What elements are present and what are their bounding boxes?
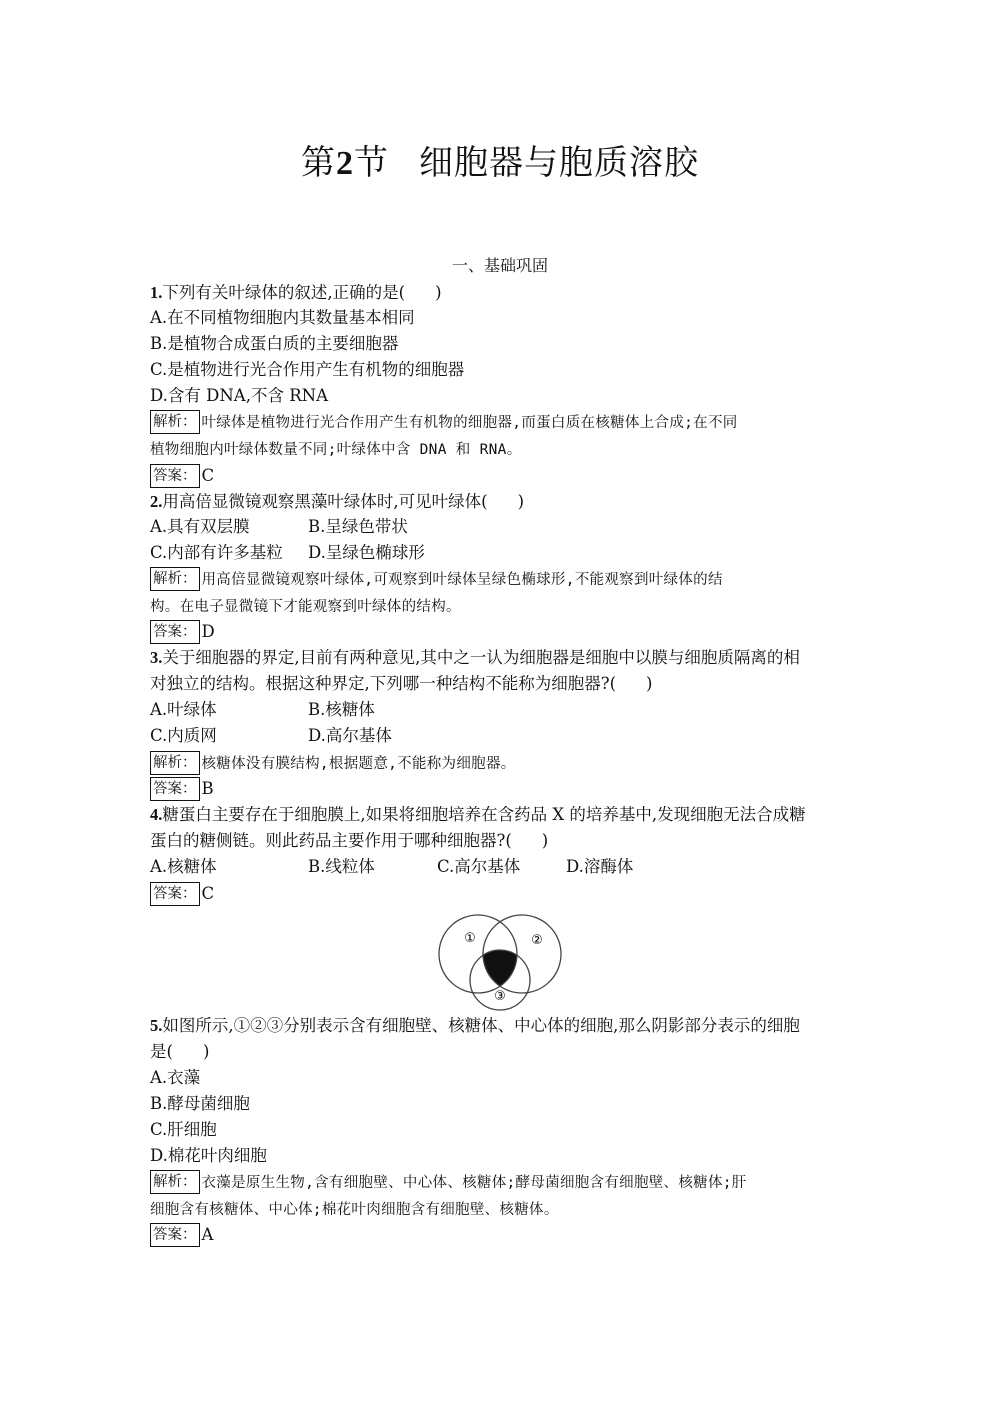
q3-analysis: 解析： 核糖体没有膜结构,根据题意,不能称为细胞器。 [150,750,850,776]
q5-analysis-line-2: 细胞含有核糖体、中心体;棉花叶肉细胞含有细胞壁、核糖体。 [150,1202,559,1218]
q5-option-c: C.肝细胞 [150,1120,217,1139]
q3-option-c: C.内质网 [150,726,217,745]
q3-stem-line-2: 对独立的结构。根据这种界定,下列哪一种结构不能称为细胞器?( ) [150,674,653,693]
answer-label: 答案： [150,777,200,801]
q2-option-c: C.内部有许多基粒 [150,543,283,562]
venn-diagram [436,912,566,1012]
q3-stem-line-1: 3.关于细胞器的界定,目前有两种意见,其中之一认为细胞器是细胞中以膜与细胞质隔离的相 [150,648,800,667]
title-name: 细胞器与胞质溶胶 [419,143,699,183]
q2-options-row-2 [150,540,850,566]
answer-label: 答案： [150,1223,200,1247]
analysis-label: 解析： [150,751,200,775]
q2-option-a: A.具有双层膜 [150,517,250,536]
analysis-label: 解析： [150,567,200,591]
q4-option-b: B.线粒体 [308,857,375,876]
q3-options-row-2 [150,723,850,749]
q3-number: 3. [150,648,163,667]
title-prefix: 第 [301,143,336,183]
q5-option-a: A.衣藻 [150,1068,201,1087]
q1-analysis-line-1: 解析： 叶绿体是植物进行光合作用产生有机物的细胞器,而蛋白质在核糖体上合成;在不同 [150,409,850,435]
q5-option-d: D.棉花叶肉细胞 [150,1146,267,1165]
analysis-label: 解析： [150,410,200,434]
q4-number: 4. [150,805,163,824]
q1-option-a: A.在不同植物细胞内其数量基本相同 [150,308,415,327]
q4-answer: 答案： C [150,881,850,907]
q1-analysis-line-2: 植物细胞内叶绿体数量不同;叶绿体中含 DNA 和 RNA。 [150,442,522,458]
q4-stem-line-1: 4.糖蛋白主要存在于细胞膜上,如果将细胞培养在含药品 X 的培养基中,发现细胞无法合成糖 [150,805,806,824]
q2-option-d: D.呈绿色椭球形 [308,543,425,562]
q4-stem-line-2: 蛋白的糖侧链。则此药品主要作用于哪种细胞器?( ) [150,831,549,850]
q4-option-c: C.高尔基体 [437,857,521,876]
q2-analysis-line-1: 解析： 用高倍显微镜观察叶绿体,可观察到叶绿体呈绿色椭球形,不能观察到叶绿体的结 [150,566,850,592]
q5-number: 5. [150,1016,163,1035]
q4-options-row [150,854,850,880]
q2-number: 2. [150,492,163,511]
q1-option-c: C.是植物进行光合作用产生有机物的细胞器 [150,360,465,379]
title-suffix: 节 [354,143,389,183]
q5-stem-line-1: 5.如图所示,①②③分别表示含有细胞壁、核糖体、中心体的细胞,那么阴影部分表示的细胞 [150,1016,800,1035]
venn-label-1: ① [464,931,476,946]
q3-option-a: A.叶绿体 [150,700,217,719]
q1-option-b: B.是植物合成蛋白质的主要细胞器 [150,334,399,353]
q4-option-d: D.溶酶体 [566,857,634,876]
venn-label-2: ② [531,933,543,948]
q1-number: 1. [150,283,163,302]
q4-option-a: A.核糖体 [150,857,217,876]
q3-option-d: D.高尔基体 [308,726,392,745]
title-number: 2 [336,145,354,182]
q1-option-d: D.含有 DNA,不含 RNA [150,386,328,405]
q5-stem-line-2: 是( ) [150,1042,210,1061]
analysis-label: 解析： [150,1170,200,1194]
q2-answer: 答案： D [150,619,850,645]
q2-option-b: B.呈绿色带状 [308,517,408,536]
page-title [0,138,1000,189]
q5-answer: 答案： A [150,1222,850,1248]
venn-label-3: ③ [494,989,506,1004]
answer-label: 答案： [150,882,200,906]
q3-answer: 答案： B [150,776,850,802]
q1-stem: 1.下列有关叶绿体的叙述,正确的是( ) [150,283,442,302]
q2-analysis-line-2: 构。在电子显微镜下才能观察到叶绿体的结构。 [150,599,461,615]
q2-options-row-1 [150,514,850,540]
q2-stem: 2.用高倍显微镜观察黑藻叶绿体时,可见叶绿体( ) [150,492,524,511]
q3-options-row-1 [150,697,850,723]
q5-option-b: B.酵母菌细胞 [150,1094,250,1113]
q5-analysis-line-1: 解析： 衣藻是原生生物,含有细胞壁、中心体、核糖体;酵母菌细胞含有细胞壁、核糖体;肝 [150,1169,850,1195]
q3-option-b: B.核糖体 [308,700,375,719]
section-heading: 一、基础巩固 [451,256,548,275]
answer-label: 答案： [150,620,200,644]
q1-answer: 答案： C [150,463,850,489]
answer-label: 答案： [150,464,200,488]
